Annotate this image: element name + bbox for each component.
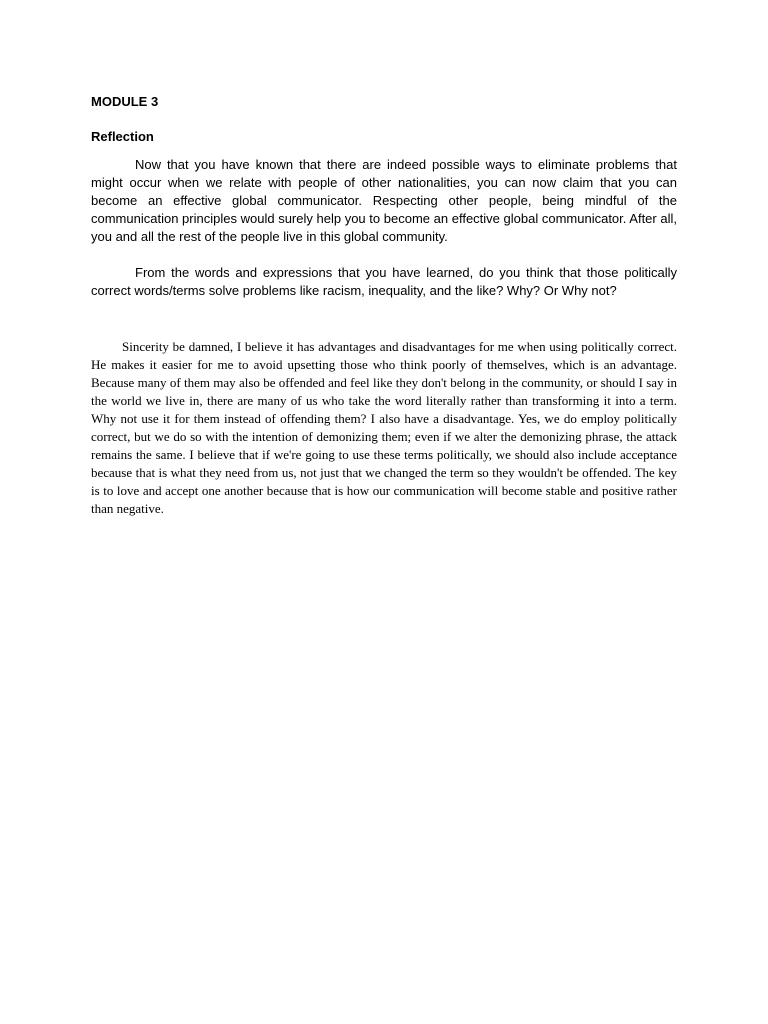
document-body bbox=[91, 93, 677, 518]
module-title: MODULE 3 bbox=[91, 94, 159, 109]
reflection-paragraph-1: Now that you have known that there are indeed possible ways to eliminate problems that might occur when we relate with people of other nationalities, you can now claim that you can become an effective global communicator. Respecting other people, being mindful of the communication principles would surely help you to become an effective global communicator. After all, you and all the rest of the people live in this global community. bbox=[91, 157, 677, 244]
reflection-question: From the words and expressions that you have learned, do you think that those politically correct words/terms solve problems like racism, inequality, and the like? Why? Or Why not? bbox=[91, 265, 677, 298]
section-title: Reflection bbox=[91, 129, 154, 144]
reflection-answer: Sincerity be damned, I believe it has advantages and disadvantages for me when using politically correct. He makes it easier for me to avoid upsetting those who think poorly of themselves, which is an advantage. Because many of them may also be offended and feel like they don't belong in the community, or should I say in the world we live in, there are many of us who take the word literally rather than transforming it into a term. Why not use it for them instead of offending them? I also have a disadvantage. Yes, we do employ politically correct, but we do so with the intention of demonizing them; even if we alter the demonizing phrase, the attack remains the same. I believe that if we're going to use these terms politically, we should also include acceptance because that is what they need from us, not just that we changed the term so they wouldn't be offended. The key is to love and accept one another because that is how our communication will become stable and positive rather than negative. bbox=[91, 339, 677, 516]
